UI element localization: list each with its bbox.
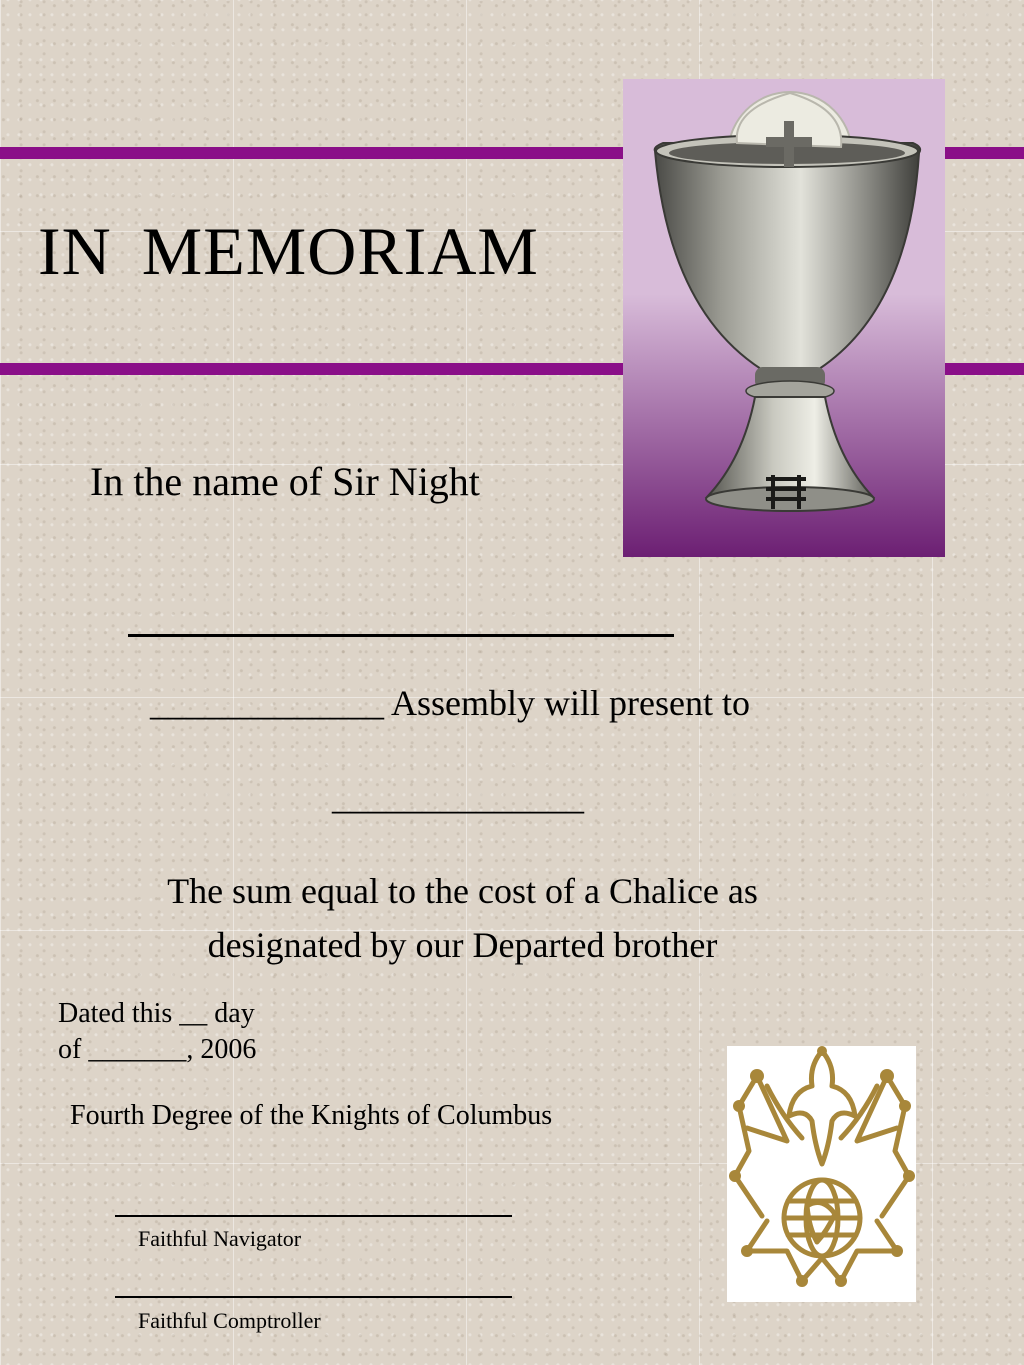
- dated-line-1: Dated this __ day: [58, 998, 255, 1029]
- dated-line-2: of _______, 2006: [58, 1034, 257, 1065]
- name-blank-rule: [128, 634, 674, 637]
- chalice-image: [623, 79, 945, 557]
- emblem-icon: [727, 1046, 916, 1302]
- chalice-icon: [623, 79, 945, 557]
- page-title: IN MEMORIAM: [38, 213, 539, 289]
- name-line: In the name of Sir Night: [90, 459, 480, 504]
- assembly-line: _____________ Assembly will present to: [150, 683, 750, 723]
- signature-title-comptroller: Faithful Comptroller: [138, 1308, 321, 1333]
- sum-text: The sum equal to the cost of a Chalice as designated by our Departed brother: [167, 871, 758, 965]
- fourth-degree-emblem: [727, 1046, 916, 1302]
- recipient-blank: ______________: [332, 777, 584, 817]
- signature-title-navigator: Faithful Navigator: [138, 1226, 302, 1251]
- degree-line: Fourth Degree of the Knights of Columbus: [70, 1100, 553, 1131]
- signature-line-comptroller: [115, 1296, 512, 1298]
- signature-line-navigator: [115, 1215, 512, 1217]
